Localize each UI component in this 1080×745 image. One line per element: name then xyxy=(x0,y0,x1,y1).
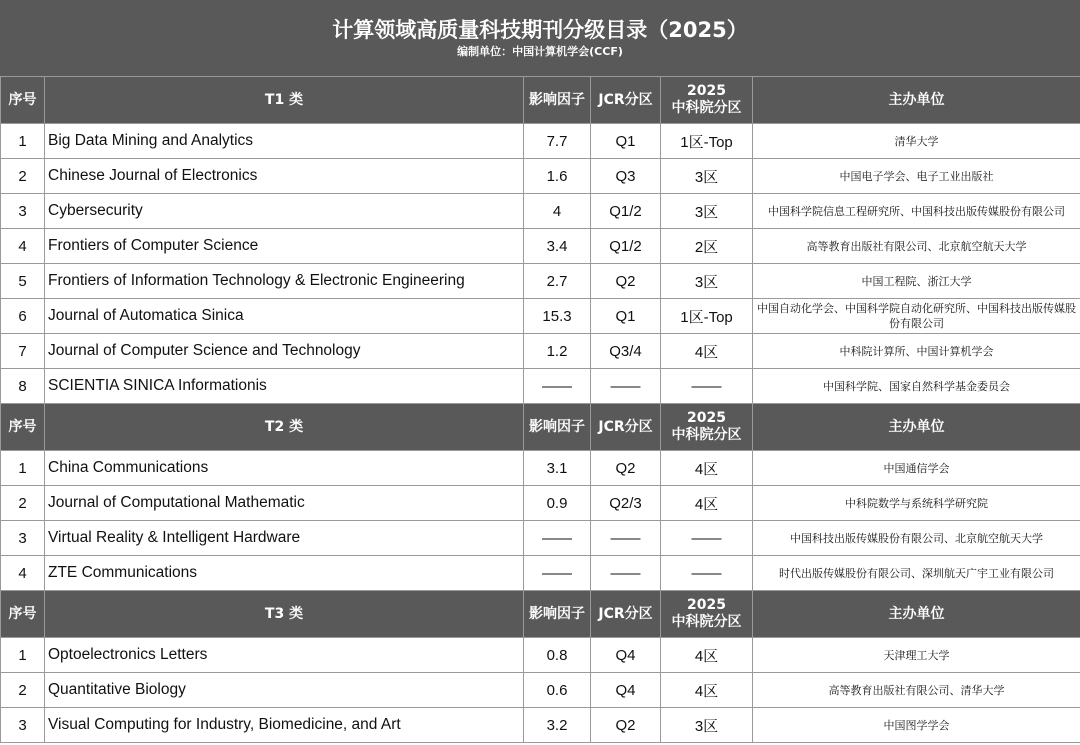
table-row xyxy=(1,556,1080,591)
impact-factor-cell: —— xyxy=(524,369,591,404)
cas-cell: 3区 xyxy=(661,264,753,299)
table-row xyxy=(1,194,1080,229)
host-cell: 中国科技出版传媒股份有限公司、北京航空航天大学 xyxy=(753,521,1080,556)
host-cell: 中国自动化学会、中国科学院自动化研究所、中国科技出版传媒股份有限公司 xyxy=(753,299,1080,334)
section-header-row xyxy=(1,77,1080,124)
host-cell: 时代出版传媒股份有限公司、深圳航天广宇工业有限公司 xyxy=(753,556,1080,591)
col-header-index: 序号 xyxy=(1,591,45,638)
cas-cell: 4区 xyxy=(661,451,753,486)
cas-cell: —— xyxy=(661,556,753,591)
jcr-cell: Q4 xyxy=(591,638,661,673)
cas-cell: 3区 xyxy=(661,159,753,194)
jcr-cell: Q1/2 xyxy=(591,194,661,229)
impact-factor-cell: 0.6 xyxy=(524,673,591,708)
index-cell: 3 xyxy=(1,194,45,229)
impact-factor-cell: 1.2 xyxy=(524,334,591,369)
col-header-tier: T3 类 xyxy=(45,591,524,638)
jcr-cell: Q1 xyxy=(591,299,661,334)
impact-factor-cell: —— xyxy=(524,556,591,591)
index-cell: 8 xyxy=(1,369,45,404)
jcr-cell: Q3/4 xyxy=(591,334,661,369)
table-row xyxy=(1,369,1080,404)
host-cell: 中科院数学与系统科学研究院 xyxy=(753,486,1080,521)
host-cell: 中国图学学会 xyxy=(753,708,1080,743)
jcr-cell: Q2 xyxy=(591,451,661,486)
col-header-impact-factor: 影响因子 xyxy=(524,77,591,124)
col-header-tier: T1 类 xyxy=(45,77,524,124)
table-row xyxy=(1,638,1080,673)
col-header-impact-factor: 影响因子 xyxy=(524,404,591,451)
journal-name-cell: Journal of Computational Mathematic xyxy=(45,486,524,521)
col-header-cas xyxy=(661,591,753,638)
index-cell: 2 xyxy=(1,673,45,708)
jcr-cell: Q4 xyxy=(591,673,661,708)
col-header-cas-label: 中科院分区 xyxy=(671,427,742,443)
cas-cell: 3区 xyxy=(661,708,753,743)
host-cell: 清华大学 xyxy=(753,124,1080,159)
journal-name-cell: Journal of Computer Science and Technology xyxy=(45,334,524,369)
col-header-jcr: JCR分区 xyxy=(591,591,661,638)
journal-name-cell: ZTE Communications xyxy=(45,556,524,591)
col-header-host: 主办单位 xyxy=(753,591,1080,638)
table-body xyxy=(1,77,1080,743)
col-header-host: 主办单位 xyxy=(753,77,1080,124)
cas-cell: 4区 xyxy=(661,638,753,673)
impact-factor-cell: 2.7 xyxy=(524,264,591,299)
table-row xyxy=(1,708,1080,743)
cas-cell: 2区 xyxy=(661,229,753,264)
host-cell: 中国工程院、浙江大学 xyxy=(753,264,1080,299)
section-header-row xyxy=(1,591,1080,638)
journal-name-cell: Chinese Journal of Electronics xyxy=(45,159,524,194)
journal-name-cell: China Communications xyxy=(45,451,524,486)
table-row xyxy=(1,451,1080,486)
index-cell: 1 xyxy=(1,124,45,159)
journal-name-cell: Optoelectronics Letters xyxy=(45,638,524,673)
table-row xyxy=(1,486,1080,521)
page-title: 计算领域高质量科技期刊分级目录（2025） xyxy=(332,18,748,42)
host-cell: 中国科学院信息工程研究所、中国科技出版传媒股份有限公司 xyxy=(753,194,1080,229)
index-cell: 7 xyxy=(1,334,45,369)
col-header-cas-year: 2025 xyxy=(687,410,726,426)
impact-factor-cell: 15.3 xyxy=(524,299,591,334)
page-subtitle: 编制单位：中国计算机学会(CCF) xyxy=(457,45,623,58)
impact-factor-cell: —— xyxy=(524,521,591,556)
jcr-cell: Q2/3 xyxy=(591,486,661,521)
index-cell: 2 xyxy=(1,159,45,194)
impact-factor-cell: 3.2 xyxy=(524,708,591,743)
jcr-cell: Q3 xyxy=(591,159,661,194)
journal-name-cell: Virtual Reality & Intelligent Hardware xyxy=(45,521,524,556)
cas-cell: 3区 xyxy=(661,194,753,229)
table-row xyxy=(1,521,1080,556)
col-header-jcr: JCR分区 xyxy=(591,404,661,451)
journal-name-cell: Quantitative Biology xyxy=(45,673,524,708)
col-header-index: 序号 xyxy=(1,77,45,124)
index-cell: 2 xyxy=(1,486,45,521)
index-cell: 4 xyxy=(1,556,45,591)
journal-name-cell: Frontiers of Information Technology & Electronic Engineering xyxy=(45,264,524,299)
col-header-impact-factor: 影响因子 xyxy=(524,591,591,638)
table-row xyxy=(1,124,1080,159)
index-cell: 3 xyxy=(1,521,45,556)
index-cell: 1 xyxy=(1,638,45,673)
title-banner xyxy=(0,0,1080,76)
impact-factor-cell: 7.7 xyxy=(524,124,591,159)
col-header-index: 序号 xyxy=(1,404,45,451)
journal-table xyxy=(0,76,1080,743)
section-header-row xyxy=(1,404,1080,451)
cas-cell: 1区-Top xyxy=(661,299,753,334)
index-cell: 6 xyxy=(1,299,45,334)
jcr-cell: —— xyxy=(591,369,661,404)
journal-name-cell: Journal of Automatica Sinica xyxy=(45,299,524,334)
cas-cell: —— xyxy=(661,521,753,556)
journal-name-cell: SCIENTIA SINICA Informationis xyxy=(45,369,524,404)
table-row xyxy=(1,334,1080,369)
host-cell: 天津理工大学 xyxy=(753,638,1080,673)
impact-factor-cell: 0.9 xyxy=(524,486,591,521)
host-cell: 高等教育出版社有限公司、清华大学 xyxy=(753,673,1080,708)
col-header-cas-year: 2025 xyxy=(687,83,726,99)
col-header-tier: T2 类 xyxy=(45,404,524,451)
col-header-cas-year: 2025 xyxy=(687,597,726,613)
host-cell: 中国科学院、国家自然科学基金委员会 xyxy=(753,369,1080,404)
index-cell: 3 xyxy=(1,708,45,743)
jcr-cell: —— xyxy=(591,521,661,556)
jcr-cell: Q2 xyxy=(591,708,661,743)
col-header-host: 主办单位 xyxy=(753,404,1080,451)
host-cell: 高等教育出版社有限公司、北京航空航天大学 xyxy=(753,229,1080,264)
table-row xyxy=(1,264,1080,299)
journal-name-cell: Big Data Mining and Analytics xyxy=(45,124,524,159)
journal-name-cell: Cybersecurity xyxy=(45,194,524,229)
cas-cell: 1区-Top xyxy=(661,124,753,159)
col-header-cas-label: 中科院分区 xyxy=(671,100,742,116)
jcr-cell: Q1/2 xyxy=(591,229,661,264)
col-header-cas xyxy=(661,404,753,451)
jcr-cell: Q2 xyxy=(591,264,661,299)
table-row xyxy=(1,159,1080,194)
impact-factor-cell: 1.6 xyxy=(524,159,591,194)
host-cell: 中国通信学会 xyxy=(753,451,1080,486)
jcr-cell: —— xyxy=(591,556,661,591)
impact-factor-cell: 0.8 xyxy=(524,638,591,673)
host-cell: 中科院计算所、中国计算机学会 xyxy=(753,334,1080,369)
cas-cell: 4区 xyxy=(661,673,753,708)
table-row xyxy=(1,229,1080,264)
col-header-cas-label: 中科院分区 xyxy=(671,614,742,630)
cas-cell: 4区 xyxy=(661,486,753,521)
jcr-cell: Q1 xyxy=(591,124,661,159)
index-cell: 1 xyxy=(1,451,45,486)
journal-name-cell: Visual Computing for Industry, Biomedicine, and Art xyxy=(45,708,524,743)
impact-factor-cell: 4 xyxy=(524,194,591,229)
col-header-jcr: JCR分区 xyxy=(591,77,661,124)
journal-name-cell: Frontiers of Computer Science xyxy=(45,229,524,264)
impact-factor-cell: 3.1 xyxy=(524,451,591,486)
table-row xyxy=(1,299,1080,334)
cas-cell: —— xyxy=(661,369,753,404)
col-header-cas xyxy=(661,77,753,124)
host-cell: 中国电子学会、电子工业出版社 xyxy=(753,159,1080,194)
table-row xyxy=(1,673,1080,708)
index-cell: 5 xyxy=(1,264,45,299)
cas-cell: 4区 xyxy=(661,334,753,369)
index-cell: 4 xyxy=(1,229,45,264)
impact-factor-cell: 3.4 xyxy=(524,229,591,264)
